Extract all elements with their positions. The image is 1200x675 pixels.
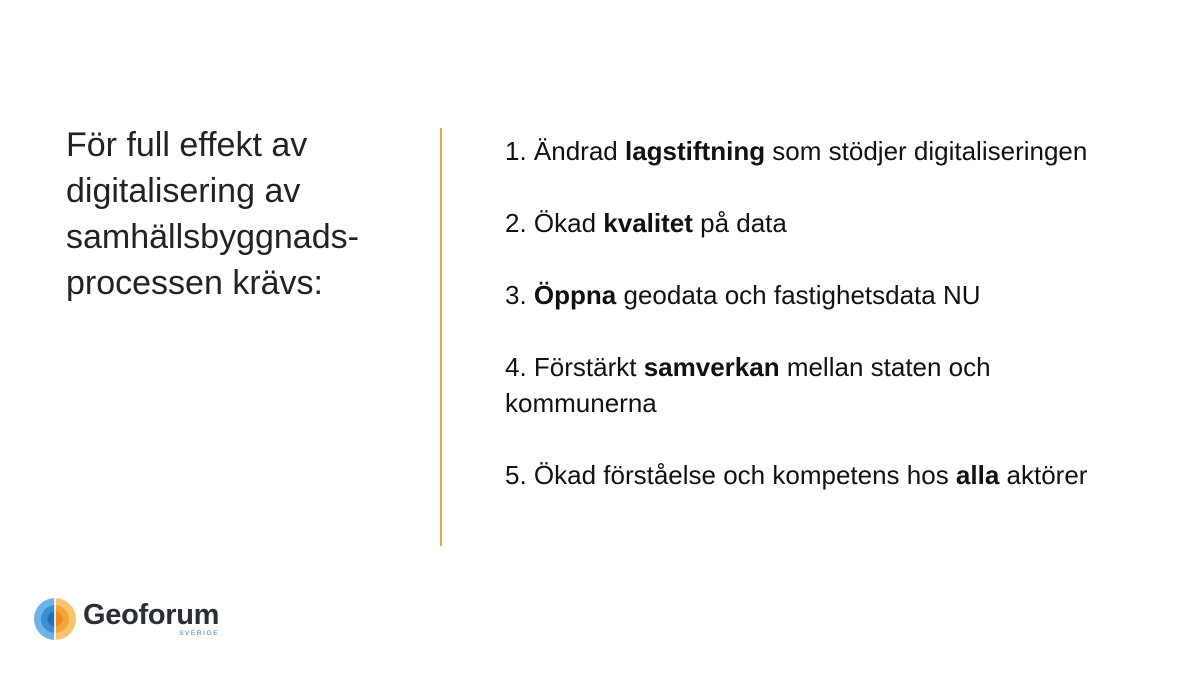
logo-wordmark xyxy=(83,597,219,641)
point-prefix: 4. Förstärkt xyxy=(505,352,644,382)
point-suffix: geodata och fastighetsdata NU xyxy=(616,280,981,310)
geoforum-logo xyxy=(33,597,219,641)
slide-heading: För full effekt av digitalisering av samhällsbyggnads- processen krävs: xyxy=(66,126,359,302)
list-item xyxy=(505,349,1105,421)
point-emphasis: lagstiftning xyxy=(624,136,766,166)
point-prefix: 1. Ändrad xyxy=(505,136,625,166)
vertical-divider xyxy=(440,128,442,546)
point-emphasis: samverkan xyxy=(643,352,780,382)
point-emphasis: kvalitet xyxy=(603,208,693,238)
point-prefix: 5. Ökad förståelse och kompetens hos xyxy=(505,460,956,490)
point-suffix: aktörer xyxy=(999,460,1088,490)
geoforum-globe-icon xyxy=(33,597,77,641)
logo-subtitle: SVERIGE xyxy=(179,630,220,637)
list-item xyxy=(505,205,1105,241)
list-item xyxy=(505,457,1105,493)
point-emphasis: alla xyxy=(955,460,1000,490)
point-suffix: mellan staten och kommunerna xyxy=(505,352,991,418)
list-item xyxy=(505,133,1105,169)
logo-name: Geoforum xyxy=(83,599,220,631)
point-suffix: som stödjer digitaliseringen xyxy=(765,136,1088,166)
point-prefix: 3. xyxy=(505,280,534,310)
point-emphasis: Öppna xyxy=(533,280,617,310)
point-suffix: på data xyxy=(692,208,787,238)
point-prefix: 2. Ökad xyxy=(505,208,604,238)
requirements-list xyxy=(505,133,1105,493)
list-item xyxy=(505,277,1105,313)
